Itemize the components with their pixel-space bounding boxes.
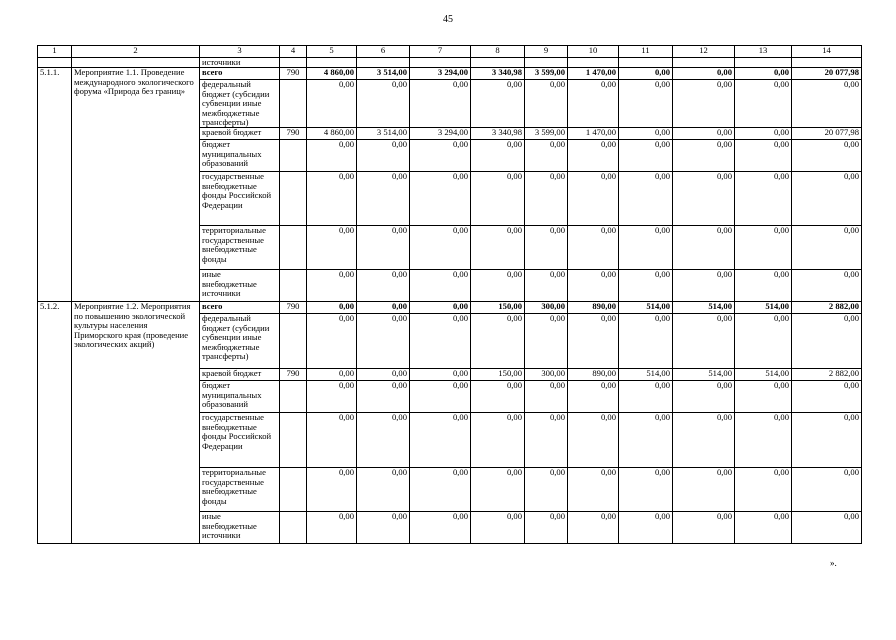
amount-cell: 0,00: [792, 80, 862, 128]
amount-cell: 0,00: [307, 140, 357, 172]
amount-cell: 0,00: [525, 512, 568, 544]
amount-cell: 0,00: [673, 226, 735, 270]
budget-code: [280, 512, 307, 544]
amount-cell: 20 077,98: [792, 68, 862, 80]
amount-cell: 150,00: [471, 369, 525, 381]
budget-code: [280, 381, 307, 413]
amount-cell: 4 860,00: [307, 68, 357, 80]
amount-cell: 0,00: [735, 140, 792, 172]
amount-cell: 3 599,00: [525, 68, 568, 80]
funding-source: краевой бюджет: [200, 369, 280, 381]
column-header-2: 2: [72, 46, 200, 58]
budget-code: [280, 172, 307, 226]
amount-cell: 0,00: [471, 413, 525, 468]
amount-cell: 300,00: [525, 369, 568, 381]
amount-cell: 3 514,00: [357, 128, 410, 140]
amount-cell: 0,00: [471, 226, 525, 270]
amount-cell: 0,00: [792, 140, 862, 172]
amount-cell: 0,00: [307, 369, 357, 381]
column-header-14: 14: [792, 46, 862, 58]
amount-cell: 0,00: [357, 369, 410, 381]
funding-source: государственные внебюджетные фонды Российской Федерации: [200, 413, 280, 468]
amount-cell: 2 882,00: [792, 369, 862, 381]
amount-cell: 0,00: [673, 381, 735, 413]
amount-cell: 0,00: [735, 80, 792, 128]
amount-cell: 0,00: [619, 80, 673, 128]
amount-cell: 0,00: [568, 381, 619, 413]
amount-cell: 0,00: [410, 369, 471, 381]
amount-cell: 0,00: [357, 314, 410, 369]
funding-source: бюджет муниципальных образований: [200, 140, 280, 172]
budget-code: [280, 226, 307, 270]
amount-cell: 0,00: [568, 314, 619, 369]
amount-cell: 514,00: [673, 369, 735, 381]
amount-cell: 0,00: [525, 314, 568, 369]
column-number-header: [38, 46, 862, 58]
column-header-8: 8: [471, 46, 525, 58]
amount-cell: 0,00: [410, 468, 471, 512]
amount-cell: 0,00: [525, 381, 568, 413]
amount-cell: 20 077,98: [792, 128, 862, 140]
budget-code: [280, 468, 307, 512]
continuation-row: [38, 58, 862, 68]
amount-cell: 0,00: [471, 381, 525, 413]
amount-cell: 0,00: [735, 381, 792, 413]
amount-cell: 3 340,98: [471, 68, 525, 80]
amount-cell: 0,00: [673, 172, 735, 226]
amount-cell: 0,00: [735, 226, 792, 270]
budget-code: 790: [280, 68, 307, 80]
budget-code: [280, 270, 307, 302]
page-number: 45: [443, 14, 453, 25]
amount-cell: 0,00: [525, 270, 568, 302]
amount-cell: 0,00: [307, 226, 357, 270]
column-header-12: 12: [673, 46, 735, 58]
amount-cell: 0,00: [792, 413, 862, 468]
amount-cell: 0,00: [307, 172, 357, 226]
amount-cell: 0,00: [673, 512, 735, 544]
amount-cell: 300,00: [525, 302, 568, 314]
amount-cell: 0,00: [619, 468, 673, 512]
amount-cell: 0,00: [525, 140, 568, 172]
column-header-5: 5: [307, 46, 357, 58]
amount-cell: 3 599,00: [525, 128, 568, 140]
amount-cell: 0,00: [410, 512, 471, 544]
amount-cell: 0,00: [673, 314, 735, 369]
column-header-9: 9: [525, 46, 568, 58]
amount-cell: 0,00: [471, 512, 525, 544]
amount-cell: 514,00: [619, 302, 673, 314]
amount-cell: 0,00: [307, 512, 357, 544]
amount-cell: 0,00: [619, 68, 673, 80]
amount-cell: 0,00: [357, 413, 410, 468]
amount-cell: 0,00: [471, 270, 525, 302]
amount-cell: 0,00: [410, 80, 471, 128]
amount-cell: 0,00: [792, 172, 862, 226]
amount-cell: 0,00: [673, 413, 735, 468]
amount-cell: 0,00: [792, 314, 862, 369]
amount-cell: 1 470,00: [568, 68, 619, 80]
amount-cell: 0,00: [568, 140, 619, 172]
amount-cell: 0,00: [619, 413, 673, 468]
amount-cell: 0,00: [792, 381, 862, 413]
amount-cell: 0,00: [525, 172, 568, 226]
amount-cell: 0,00: [307, 413, 357, 468]
amount-cell: 0,00: [307, 468, 357, 512]
funding-source: всего: [200, 68, 280, 80]
column-header-4: 4: [280, 46, 307, 58]
amount-cell: 0,00: [673, 128, 735, 140]
amount-cell: 0,00: [673, 140, 735, 172]
amount-cell: 0,00: [735, 68, 792, 80]
measure-name: Мероприятие 1.2. Мероприятия по повышению экологической культуры населения Приморского края (проведение экологических акций): [72, 302, 200, 544]
column-header-7: 7: [410, 46, 471, 58]
amount-cell: 0,00: [410, 226, 471, 270]
amount-cell: 0,00: [568, 172, 619, 226]
amount-cell: 0,00: [735, 128, 792, 140]
table-row: [38, 302, 862, 314]
amount-cell: 0,00: [307, 381, 357, 413]
funding-source: территориальные государственные внебюджетные фонды: [200, 468, 280, 512]
amount-cell: 0,00: [471, 468, 525, 512]
amount-cell: 0,00: [735, 270, 792, 302]
funding-source: иные внебюджетные источники: [200, 512, 280, 544]
amount-cell: 150,00: [471, 302, 525, 314]
amount-cell: 0,00: [619, 381, 673, 413]
amount-cell: 0,00: [568, 80, 619, 128]
amount-cell: 0,00: [792, 512, 862, 544]
amount-cell: 0,00: [357, 172, 410, 226]
amount-cell: 0,00: [525, 413, 568, 468]
amount-cell: 0,00: [673, 68, 735, 80]
amount-cell: 0,00: [673, 270, 735, 302]
amount-cell: 0,00: [735, 413, 792, 468]
funding-source: бюджет муниципальных образований: [200, 381, 280, 413]
funding-source: федеральный бюджет (субсидии субвенции иные межбюджетные трансферты): [200, 80, 280, 128]
amount-cell: 3 294,00: [410, 128, 471, 140]
table-body: [38, 58, 862, 544]
column-header-11: 11: [619, 46, 673, 58]
budget-code: 790: [280, 128, 307, 140]
budget-code: 790: [280, 369, 307, 381]
amount-cell: 0,00: [357, 512, 410, 544]
funding-source: федеральный бюджет (субсидии субвенции иные межбюджетные трансферты): [200, 314, 280, 369]
amount-cell: 0,00: [357, 381, 410, 413]
amount-cell: 0,00: [792, 468, 862, 512]
amount-cell: 0,00: [307, 314, 357, 369]
amount-cell: 0,00: [410, 413, 471, 468]
amount-cell: 0,00: [619, 270, 673, 302]
amount-cell: 0,00: [357, 226, 410, 270]
budget-code: [280, 314, 307, 369]
amount-cell: 0,00: [357, 468, 410, 512]
amount-cell: 0,00: [307, 80, 357, 128]
budget-code: 790: [280, 302, 307, 314]
budget-code: [280, 413, 307, 468]
amount-cell: 0,00: [619, 128, 673, 140]
amount-cell: 3 340,98: [471, 128, 525, 140]
continuation-source-cell: источники: [200, 58, 280, 68]
funding-source: иные внебюджетные источники: [200, 270, 280, 302]
amount-cell: 514,00: [673, 302, 735, 314]
amount-cell: 0,00: [410, 302, 471, 314]
table-row: [38, 68, 862, 80]
amount-cell: 0,00: [410, 270, 471, 302]
amount-cell: 0,00: [673, 468, 735, 512]
measure-code: 5.1.1.: [38, 68, 72, 302]
amount-cell: 514,00: [735, 302, 792, 314]
amount-cell: 0,00: [619, 512, 673, 544]
amount-cell: 0,00: [792, 270, 862, 302]
amount-cell: 0,00: [568, 413, 619, 468]
amount-cell: 514,00: [619, 369, 673, 381]
amount-cell: 0,00: [357, 140, 410, 172]
amount-cell: 0,00: [357, 302, 410, 314]
column-header-10: 10: [568, 46, 619, 58]
funding-source: территориальные государственные внебюджетные фонды: [200, 226, 280, 270]
amount-cell: 0,00: [471, 80, 525, 128]
budget-code: [280, 140, 307, 172]
amount-cell: 0,00: [471, 140, 525, 172]
amount-cell: 0,00: [410, 314, 471, 369]
amount-cell: 0,00: [568, 270, 619, 302]
amount-cell: 0,00: [735, 314, 792, 369]
amount-cell: 514,00: [735, 369, 792, 381]
amount-cell: 4 860,00: [307, 128, 357, 140]
budget-table: [37, 45, 862, 544]
amount-cell: 0,00: [471, 172, 525, 226]
column-header-3: 3: [200, 46, 280, 58]
column-header-1: 1: [38, 46, 72, 58]
amount-cell: 890,00: [568, 302, 619, 314]
amount-cell: 0,00: [525, 468, 568, 512]
amount-cell: 0,00: [307, 270, 357, 302]
closing-quote: ».: [830, 558, 837, 568]
amount-cell: 0,00: [568, 226, 619, 270]
amount-cell: 0,00: [410, 381, 471, 413]
amount-cell: 0,00: [735, 512, 792, 544]
amount-cell: 0,00: [471, 314, 525, 369]
amount-cell: 0,00: [619, 172, 673, 226]
amount-cell: 3 294,00: [410, 68, 471, 80]
measure-code: 5.1.2.: [38, 302, 72, 544]
amount-cell: 0,00: [410, 140, 471, 172]
amount-cell: 0,00: [568, 512, 619, 544]
amount-cell: 0,00: [525, 80, 568, 128]
amount-cell: 0,00: [619, 140, 673, 172]
column-header-6: 6: [357, 46, 410, 58]
amount-cell: 0,00: [525, 226, 568, 270]
amount-cell: 0,00: [357, 80, 410, 128]
amount-cell: 3 514,00: [357, 68, 410, 80]
funding-source: всего: [200, 302, 280, 314]
measure-name: Мероприятие 1.1. Проведение международного экологического форума «Природа без границ»: [72, 68, 200, 302]
amount-cell: 0,00: [792, 226, 862, 270]
amount-cell: 0,00: [357, 270, 410, 302]
amount-cell: 2 882,00: [792, 302, 862, 314]
amount-cell: 0,00: [619, 314, 673, 369]
amount-cell: 0,00: [410, 172, 471, 226]
amount-cell: 0,00: [619, 226, 673, 270]
funding-source: государственные внебюджетные фонды Российской Федерации: [200, 172, 280, 226]
amount-cell: 0,00: [735, 468, 792, 512]
amount-cell: 0,00: [673, 80, 735, 128]
amount-cell: 890,00: [568, 369, 619, 381]
budget-code: [280, 80, 307, 128]
column-header-13: 13: [735, 46, 792, 58]
funding-source: краевой бюджет: [200, 128, 280, 140]
amount-cell: 1 470,00: [568, 128, 619, 140]
amount-cell: 0,00: [568, 468, 619, 512]
amount-cell: 0,00: [735, 172, 792, 226]
amount-cell: 0,00: [307, 302, 357, 314]
